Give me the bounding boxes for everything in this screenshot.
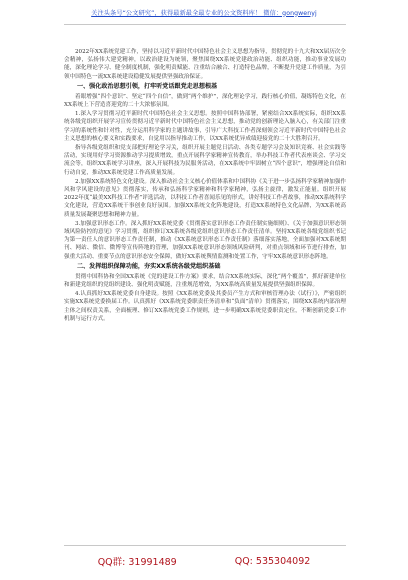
intro-paragraph: 2022年XX系统党建工作，坚持以习近平新时代中国特色社会主义思想为指导，贯彻党的十九大和XX届历次全会精神，弘扬伟大建党精神，以政治建设为统领，聚焦围绕XX系统党建政治功能、组织功能，推动事业发展功能，深化理论学习、健全制度机制，强化明责赋能、注重结合融合、打造特色品牌，不断提升党建工作质量，为引领中国特色一流XX系统建设稳健发展提供坚强政治保证。 — [64, 49, 346, 80]
section1-paragraph-2: 1.深入学习贯彻习近平新时代中国特色社会主义思想。按照中国科协部署，紧密结合XX系统实际，组织XX系统各级党组织开展学习宣传贯彻习近平新时代中国特色社会主义思想，推动党的创新理论入脑入心，有关部门注重学习的系统性和针对性，充分运用科学家的主题讲故事，引导广大科技工作者深刻领会习近平新时代中国特色社会主义思想的核心要义和实践要求，自觉用以指导推动工作，以XX系统优异成绩迎接党的二十大胜利召开。 — [64, 111, 346, 142]
document-body — [64, 48, 346, 324]
section1-paragraph-4: 2.加强XX系统特色文化建设。深入推动社会主义核心价值体系和中国科协《关于进一步弘扬科学家精神加强作风和学风建设的意见》贯彻落实，传承和弘扬科学家精神和科学家精神，弘扬主旋律，激发正能量。组织开展2022年度“最美XX科技工作者”评选活动，以科技工作者喜闻乐见的形式，讲好科技工作者故事，推动XX系统科学文化建设，营造XX系统干事创业良好氛围。加强XX系统文化阵地建设，打造XX系统特色文化品牌，为XX系统高质量发展凝聚思想和精神力量。 — [64, 178, 347, 218]
footer-divider — [64, 545, 346, 546]
header-promo-link[interactable]: 关注头条号“公文研究”，获得最新最全最专业的公文资料库！ 微信：gongwenyj — [91, 9, 317, 17]
section-heading-1: 一、强化政治思想引领，打牢听党话跟党走思想根基 — [77, 82, 218, 90]
section1-paragraph-1: 着眼增强“四个意识”、坚定“四个自信”，做到“两个维护”，深化理论学习，践行核心价值，凝练特色文化，在XX系统上下营造喜迎党的二十大浓郁氛围。 — [64, 93, 346, 109]
footer-qq-group: QQ群: 31991489 — [97, 557, 177, 568]
footer-qq-contact: QQ: 535304092 — [234, 555, 311, 567]
section-heading-2: 二、发挥组织保障功能，夯实XX系统各级党组织基础 — [77, 262, 221, 270]
section1-paragraph-5: 3.加强意识形态工作。深入抓好XX系统党委《贯彻落实意识形态工作责任制实施细则》、《关于加强意识形态领域风险防控的意见》学习贯彻，组织修订XX系统各级党组织意识形态工作责任清单。坚持XX系统各级党组织书记为第一责任人的意识形态工作责任制，推动《XX系统意识形态工作责任制》落细落实落地，全面加强对XX系统期刊、网站、微信、微博等宣传阵地的管理，加强XX系统意识形态领域风险研判，对重点领域和环节进行排查，加强重大活动、重要节点的意识形态安全保障，做好XX系统舆情监测和处置工作，守牢XX系统意识形态阵地。 — [64, 220, 346, 260]
top-banner — [0, 0, 408, 24]
section2-paragraph-2: 4.认真抓好XX系统党委自身建设。按照《XX系统党委及其委员产生方式和审核管理办法（试行）》，严密组织实施XX系统党委换届工作。认真抓好《XX系统党委职责任务清单和“负面”清单》贯彻落实，围绕XX系统内部治理主体之间权责关系，全面梳理、修订XX系统党委工作规则，进一步明确XX系统党委职责定位，不断创新党委工作机制与运行方式。 — [64, 291, 346, 322]
header-divider — [64, 24, 346, 25]
section1-paragraph-3: 指导各级党组织和党支部把好理论学习关，组织开展主题党日活动、各类专题学习会及知识竞赛、社会实践等活动，实现用好学习资源推动学习提质增效，重点开展科学家精神宣传教育，举办科技工作者代表座谈会、学习交流会等，组织XX系统学习讲座，深入开展科技为民服务活动，在XX系统中牢固树立“四个意识”，增强理论自信和行动自觉，推动XX系统党建工作高质量发展。 — [64, 145, 346, 176]
section2-paragraph-1: 贯彻中国科协和全国XX系统《党的建设工作方案》要求，结合XX系统实际，深化“两个覆盖”，抓好新建单位和新建党组织的党组织建设、强化明责赋能，注重规范增效，为XX系统高质量发展提供坚强组织保障。 — [64, 273, 346, 289]
footer-bar — [0, 550, 408, 572]
